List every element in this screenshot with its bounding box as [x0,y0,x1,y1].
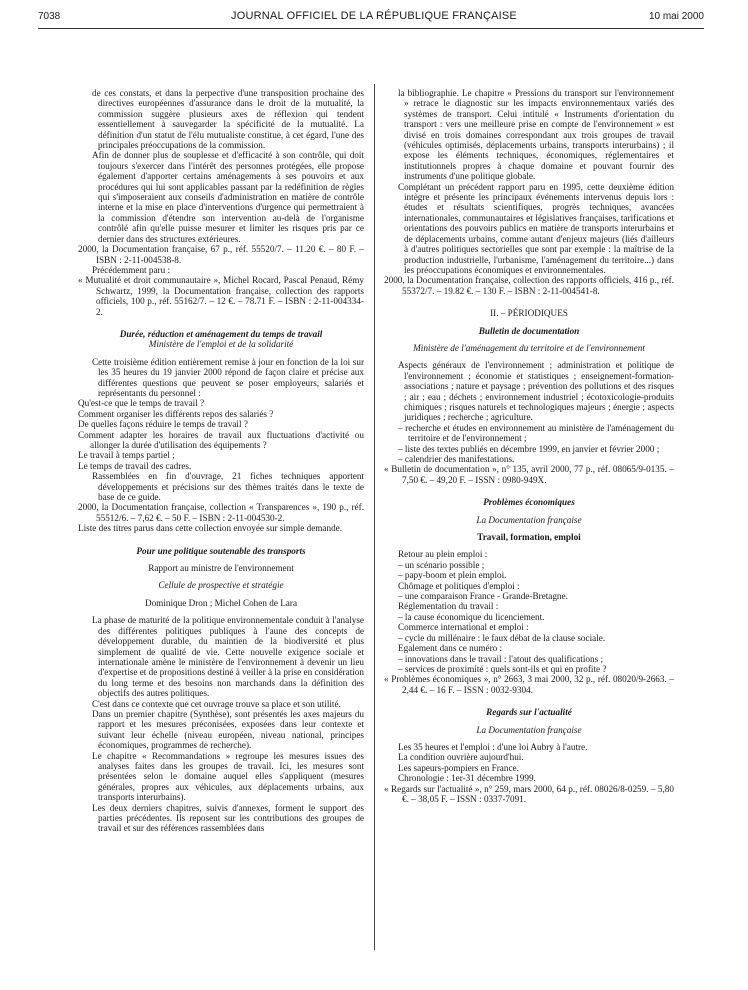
paragraph: Liste des titres parus dans cette collection envoyée sur simple demande. [78,523,343,534]
list-item: Retour au plein emploi : [398,549,488,560]
journal-title: JOURNAL OFFICIEL DE LA RÉPUBLIQUE FRANÇAISE [231,10,517,22]
section-subheading: Rapport au ministre de l'environnement [148,563,294,574]
list-item: Les sapeurs-pompiers en France. [398,762,519,773]
section-subheading: Ministère de l'emploi et de la solidarité [148,339,294,350]
list-item: – liste des textes publiés en décembre 1999, en janvier et février 2000 ; [398,443,660,454]
paragraph: Afin de donner plus de souplesse et d'efficacité à son contrôle, qui doit toujours s'exercer dans l'intérêt des personnes protégées, elle propose également d'apporter certains aménagements à ses pouvoirs et aux procédures qui lui sont applicables passant par la redéfinition de règles qui s'imposeraient aux conseils d'administration en matière de contrôle interne et la mise en place d'interventions d'urgence qui permettraient à la commission d'étendre son intervention au-delà de l'organisme contrôlé afin qu'elle puisse mesurer et limiter les risques pris par ce dernier dans des structures extérieures. [92,150,364,244]
list-item: Les 35 heures et l'emploi : d'une loi Aubry à l'autre. [398,741,588,752]
publisher: La Documentation française [476,724,582,735]
page-number: 7038 [38,11,61,22]
list-item: Egalement dans ce numéro : [398,643,503,654]
list-item: De quelles façons réduire le temps de travail ? [78,419,248,430]
reference: 2000, la Documentation française, 67 p., réf. 55520/7. – 11.20 €. – 80 F. – ISBN : 2-11-004538-8. [78,244,364,265]
list-item: – papy-boom et plein emploi. [398,570,507,581]
list-item: Le temps de travail des cadres. [78,460,192,471]
paragraph: Dans un premier chapitre (Synthèse), sont présentés les axes majeurs du rapport et les mesures préconisées, exposées dans leur contexte et suivant leur échelle (niveau européen, niveau national, principes économiques, programmes de recherche). [92,708,364,751]
list-item: Réglementation du travail : [398,601,499,612]
list-item: – services de proximité : quels sont-ils et qui en profite ? [398,663,607,674]
section-subheading: Ministère de l'aménagement du territoire et de l'environnement [413,342,645,353]
reference: 2000, la Documentation française, collection « Transparences », 190 p., réf. 55512/6. – 7,62 €. – 50 F. – ISBN : 2-11-004530-2. [78,502,364,523]
reference: 2000, la Documentation française, collection des rapports officiels, 416 p., réf. 55372/7. – 19.82 €. – 130 F. – ISBN : 2-11-004541-8. [384,275,674,296]
list-item: – innovations dans le travail : l'atout des qualifications ; [398,653,604,664]
list-item: – un scénario possible ; [398,559,485,570]
publisher: La Documentation française [476,514,582,525]
list-item: – une comparaison France - Grande-Bretagne. [398,591,568,602]
left-column [78,88,364,834]
list-item: Qu'est-ce que le temps de travail ? [78,398,205,409]
authors: Dominique Dron ; Michel Cohen de Lara [144,597,298,608]
list-item: Chômage et politiques d'emploi : [398,580,520,591]
list-item: – calendrier des manifestations. [398,454,515,464]
periodical-title: Bulletin de documentation [478,325,580,336]
column-divider [374,84,375,950]
paragraph: Cette troisième édition entièrement remise à jour en fonction de la loi sur les 35 heures du 19 janvier 2000 répond de façon claire et précise aux différentes questions que peuvent se poser employeurs, salariés et représentants du personnel : [92,356,364,398]
list-item: Comment adapter les horaires de travail aux fluctuations d'activité ou allonger la durée d'utilisation des équipements ? [78,429,364,450]
periodical-title: Problèmes économiques [483,497,575,508]
section-heading: II. – PÉRIODIQUES [490,308,568,319]
paragraph: Rassemblées en fin d'ouvrage, 21 fiches techniques apportent développements et précisions sur des thèmes traités dans le texte de base de ce guide. [92,471,364,503]
periodical-title: Regards sur l'actualité [486,707,572,718]
right-column [384,88,674,804]
reference: « Problèmes économiques », n° 2663, 3 mai 2000, 32 p., réf. 08020/9-2663. – 2,44 €. – 16 F. – ISSN : 0032-9304. [384,674,674,695]
issue-date: 10 mai 2000 [648,11,704,22]
paragraph: Le chapitre « Recommandations » regroupe les mesures issues des analyses faites dans les groupes de travail. Ici, les mesures sont présentées selon le domaine auquel elles s'appliquent (mesures générales, propres aux véhicules, aux déplacements urbains, aux transports interurbains). [92,750,364,803]
label: Précédemment paru : [92,264,171,275]
reference: « Mutualité et droit communautaire », Michel Rocard, Pascal Penaud, Rémy Schwartz, 1999, la Documentation française, collection des rapports officiels, 100 p., réf. 55162/7. – 12 €. – 78.71 F. – ISBN : 2-11-004334-2. [78,275,364,317]
list-item: Le travail à temps partiel ; [78,450,175,461]
section-subheading: Cellule de prospective et stratégie [158,580,284,591]
list-item: – la cause économique du licenciement. [398,611,545,622]
section-heading: Pour une politique soutenable des transports [136,545,306,556]
list-item: Commerce international et emploi : [398,622,529,633]
paragraph: de ces constats, et dans la perpective d'une transposition prochaine des directives européennes d'assurance dans le droit de la mutualité, la commission suggère plusieurs axes de réflexion qui tendent essentiellement à sauvegarder la spécificité de la mutualité. La définition d'un statut de l'élu mutualiste constitue, à cet égard, l'une des principales préoccupations de la commission. [92,88,364,151]
paragraph: Complétant un précédent rapport paru en 1995, cette deuxième édition intègre et présente les principaux événements intervenus depuis lors : études et résultats scientifiques, progrès techniques, avancées internationales, communautaires et législatives françaises, tarifications et orientations des pouvoirs publics en matière de transports interurbains et de déplacements urbains, comme autant d'enjeux majeurs (liés d'ailleurs à d'autres politiques sectorielles que sont par exemple : la maîtrise de la production industrielle, l'urbanisme, l'aménagement du territoire...) dans les préoccupations économiques et environnementales. [398,181,674,275]
section-heading: Durée, réduction et aménagement du temps de travail [119,328,323,339]
list-item: La condition ouvrière aujourd'hui. [398,752,524,763]
header-rule [38,28,704,29]
paragraph: La phase de maturité de la politique environnementale conduit à l'analyse des différentes politiques publiques à l'aune des concepts de développement durable, du maintien de la biodiversité et plus simplement de qualité de vie. Cette nouvelle exigence sociale et internationale amène le ministère de l'environnement à devenir un lieu d'expertise et de propositions destiné à veiller à la prise en considération du long terme et des besoins non marchands dans la définition des objectifs des autres politiques. [92,615,364,699]
list-item: Comment organiser les différents repos des salariés ? [78,408,274,419]
paragraph: Les deux derniers chapitres, suivis d'annexes, forment le support des parties précédentes. Ils reposent sur les contributions des groupes de travail et sur des références rassemblées dans [92,802,364,834]
list-item: – recherche et études en environnement au ministère de l'aménagement du territoire et de l'environnement ; [398,422,674,444]
reference: « Bulletin de documentation », n° 135, avril 2000, 77 p., réf. 08065/9-0135. – 7,50 €. – 49,20 F. – ISSN : 0980-949X. [384,464,674,485]
paragraph: C'est dans ce contexte que cet ouvrage trouve sa place et son utilité. [92,698,341,709]
reference: « Regards sur l'actualité », n° 259, mars 2000, 64 p., réf. 08026/8-0259. – 5,80 €. – 38,05 F. – ISSN : 0337-7091. [384,783,674,804]
paragraph: Aspects généraux de l'environnement ; administration et politique de l'environnement ; économie et statistiques ; enseignement-formation-associations ; nature et paysage ; prévention des pollutions et des risques ; air ; eau ; déchets ; environnement industriel ; écotoxicologie-produits chimiques ; risques naturels et technologiques majeurs ; énergie ; aspects juridiques ; recherche ; agriculture. [398,360,674,423]
issue-theme: Travail, formation, emploi [477,532,581,543]
paragraph: la bibliographie. Le chapitre « Pressions du transport sur l'environnement » retrace le diagnostic sur les impacts environnementaux variés des systèmes de transport. Celui intitulé « Instruments d'orientation du transport : vers une meilleure prise en compte de l'environnement » est divisé en trois domaines correspondant aux trois groupes de travail (véhicules optimisés, déplacements urbains, transports interurbains) ; il expose les éléments techniques, économiques, réglementaires et institutionnels propres à chaque domaine et pouvant fournir des instruments d'une politique globale. [398,88,674,182]
list-item: – cycle du millénaire : le faux débat de la clause sociale. [398,632,606,643]
list-item: Chronologie : 1er-31 décembre 1999. [398,773,536,784]
